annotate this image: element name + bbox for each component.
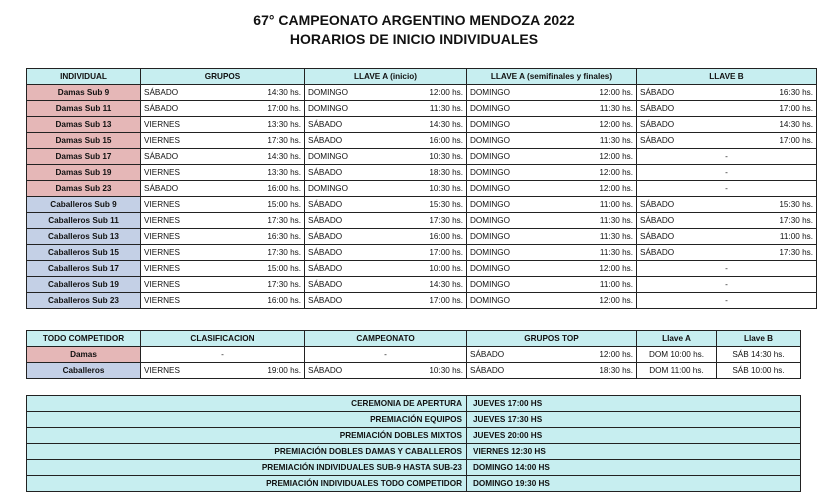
llave-b-cell-time: 16:30 hs. [779, 88, 813, 97]
clasificacion-cell-day: VIERNES [144, 366, 180, 375]
grupos-cell-time: 14:30 hs. [267, 88, 301, 97]
category-cell: Damas Sub 11 [27, 101, 141, 117]
page-title: 67° CAMPEONATO ARGENTINO MENDOZA 2022 [253, 12, 575, 28]
llave-a-inicio-cell [305, 101, 467, 117]
llave-b-cell-day: SÁBADO [640, 104, 675, 113]
llave-b-cell: SÁB 14:30 hs. [717, 347, 801, 363]
llave-a-inicio-cell-time: 12:00 hs. [429, 88, 463, 97]
grupos-cell-time: 16:30 hs. [267, 232, 301, 241]
llave-a-inicio-cell [305, 213, 467, 229]
table-row [27, 213, 817, 229]
llave-b-cell-time: 17:30 hs. [779, 248, 813, 257]
llave-a-inicio-cell-time: 15:30 hs. [429, 200, 463, 209]
category-cell: Caballeros Sub 17 [27, 261, 141, 277]
category-cell: Damas Sub 15 [27, 133, 141, 149]
llave-a-semis-cell [467, 85, 637, 101]
grupos-cell [141, 181, 305, 197]
category-cell: Damas Sub 9 [27, 85, 141, 101]
grupos-cell-day: SÁBADO [144, 184, 179, 193]
campeonato-cell [305, 363, 467, 379]
table-row [27, 85, 817, 101]
grupos-cell-time: 17:30 hs. [267, 248, 301, 257]
llave-a-inicio-cell-time: 17:00 hs. [429, 296, 463, 305]
ceremony-row [27, 396, 801, 412]
grupos-cell-time: 13:30 hs. [267, 120, 301, 129]
grupos-top-cell [467, 363, 637, 379]
grupos-cell-day: VIERNES [144, 168, 180, 177]
category-cell: Caballeros [27, 363, 141, 379]
column-header: GRUPOS [141, 69, 305, 85]
category-cell: Damas Sub 17 [27, 149, 141, 165]
grupos-cell-time: 17:30 hs. [267, 280, 301, 289]
ceremony-row [27, 444, 801, 460]
column-header: LLAVE A (inicio) [305, 69, 467, 85]
category-cell: Damas Sub 13 [27, 117, 141, 133]
llave-a-inicio-cell-day: DOMINGO [308, 152, 349, 161]
grupos-cell-time: 15:00 hs. [267, 200, 301, 209]
column-header: CAMPEONATO [305, 331, 467, 347]
llave-a-inicio-cell [305, 149, 467, 165]
table-row [27, 347, 801, 363]
llave-a-inicio-cell-day: SÁBADO [308, 248, 343, 257]
llave-a-semis-cell [467, 101, 637, 117]
column-header: CLASIFICACION [141, 331, 305, 347]
llave-a-semis-cell [467, 165, 637, 181]
llave-a-inicio-cell-day: DOMINGO [308, 184, 349, 193]
grupos-cell-day: VIERNES [144, 232, 180, 241]
grupos-cell-day: VIERNES [144, 120, 180, 129]
llave-a-inicio-cell [305, 181, 467, 197]
llave-b-cell-day: SÁBADO [640, 120, 675, 129]
campeonato-cell: - [305, 347, 467, 363]
llave-a-inicio-cell-day: SÁBADO [308, 168, 343, 177]
grupos-top-cell-time: 12:00 hs. [599, 350, 633, 359]
llave-a-inicio-cell-day: SÁBADO [308, 264, 343, 273]
grupos-cell [141, 133, 305, 149]
grupos-cell-time: 17:00 hs. [267, 104, 301, 113]
ceremony-label: PREMIACIÓN EQUIPOS [27, 412, 467, 428]
table-row [27, 245, 817, 261]
table-row [27, 197, 817, 213]
grupos-top-cell-time: 18:30 hs. [599, 366, 633, 375]
grupos-cell-day: SÁBADO [144, 152, 179, 161]
llave-b-cell-time: 11:00 hs. [779, 232, 813, 241]
grupos-cell [141, 197, 305, 213]
llave-a-semis-cell-time: 12:00 hs. [599, 120, 633, 129]
table-row [27, 293, 817, 309]
table-row [27, 261, 817, 277]
llave-a-semis-cell-time: 11:30 hs. [599, 216, 633, 225]
llave-a-inicio-cell-day: SÁBADO [308, 200, 343, 209]
campeonato-cell-time: 10:30 hs. [429, 366, 463, 375]
llave-a-semis-cell [467, 181, 637, 197]
llave-a-semis-cell-day: DOMINGO [470, 120, 511, 129]
llave-a-semis-cell-time: 11:00 hs. [599, 280, 633, 289]
llave-a-inicio-cell-time: 14:30 hs. [429, 120, 463, 129]
llave-a-semis-cell-day: DOMINGO [470, 184, 511, 193]
llave-a-inicio-cell [305, 245, 467, 261]
llave-a-inicio-cell-day: SÁBADO [308, 232, 343, 241]
grupos-cell-time: 15:00 hs. [267, 264, 301, 273]
category-cell: Caballeros Sub 15 [27, 245, 141, 261]
llave-a-inicio-cell-time: 18:30 hs. [429, 168, 463, 177]
llave-b-cell [637, 85, 817, 101]
llave-a-semis-cell-time: 12:00 hs. [599, 296, 633, 305]
grupos-cell [141, 149, 305, 165]
grupos-cell [141, 229, 305, 245]
todo-competidor-table [26, 330, 801, 385]
llave-a-inicio-cell-day: SÁBADO [308, 280, 343, 289]
llave-a-inicio-cell [305, 197, 467, 213]
table-row [27, 363, 801, 379]
llave-a-inicio-cell [305, 117, 467, 133]
llave-b-cell: - [637, 293, 817, 309]
ceremony-row [27, 428, 801, 444]
table-row [27, 165, 817, 181]
llave-b-cell [637, 133, 817, 149]
llave-a-inicio-cell [305, 133, 467, 149]
clasificacion-cell-time: 19:00 hs. [267, 366, 301, 375]
table-row [27, 133, 817, 149]
llave-a-semis-cell-day: DOMINGO [470, 248, 511, 257]
llave-b-cell [637, 117, 817, 133]
llave-a-semis-cell-day: DOMINGO [470, 200, 511, 209]
llave-b-cell: - [637, 261, 817, 277]
grupos-cell-day: SÁBADO [144, 104, 179, 113]
llave-a-cell: DOM 11:00 hs. [637, 363, 717, 379]
category-cell: Damas Sub 23 [27, 181, 141, 197]
llave-a-inicio-cell-day: DOMINGO [308, 104, 349, 113]
grupos-cell-day: SÁBADO [144, 88, 179, 97]
llave-a-inicio-cell [305, 293, 467, 309]
category-cell: Caballeros Sub 13 [27, 229, 141, 245]
grupos-top-cell-day: SÁBADO [470, 350, 505, 359]
llave-a-semis-cell-day: DOMINGO [470, 136, 511, 145]
llave-a-semis-cell-time: 12:00 hs. [599, 264, 633, 273]
grupos-cell-time: 16:00 hs. [267, 296, 301, 305]
grupos-cell-day: VIERNES [144, 248, 180, 257]
llave-a-inicio-cell [305, 85, 467, 101]
schedule-table [26, 68, 817, 309]
grupos-cell [141, 117, 305, 133]
ceremony-time: VIERNES 12:30 HS [467, 444, 801, 460]
llave-a-inicio-cell [305, 261, 467, 277]
llave-a-semis-cell-time: 12:00 hs. [599, 152, 633, 161]
category-cell: Damas Sub 19 [27, 165, 141, 181]
llave-a-semis-cell-time: 11:00 hs. [599, 200, 633, 209]
llave-a-inicio-cell-time: 17:00 hs. [429, 248, 463, 257]
table-row [27, 229, 817, 245]
grupos-cell [141, 293, 305, 309]
grupos-cell-day: VIERNES [144, 264, 180, 273]
ceremony-label: PREMIACIÓN DOBLES MIXTOS [27, 428, 467, 444]
llave-b-cell: - [637, 181, 817, 197]
llave-a-inicio-cell [305, 229, 467, 245]
llave-a-semis-cell-day: DOMINGO [470, 88, 511, 97]
grupos-cell-time: 16:00 hs. [267, 184, 301, 193]
column-header: Llave A [637, 331, 717, 347]
ceremony-label: PREMIACIÓN INDIVIDUALES TODO COMPETIDOR [27, 476, 467, 492]
ceremony-time: JUEVES 17:00 HS [467, 396, 801, 412]
llave-b-cell [637, 245, 817, 261]
llave-b-cell-time: 17:30 hs. [779, 216, 813, 225]
grupos-cell [141, 101, 305, 117]
ceremony-time: JUEVES 20:00 HS [467, 428, 801, 444]
llave-a-semis-cell-time: 11:30 hs. [599, 232, 633, 241]
llave-a-inicio-cell-day: SÁBADO [308, 120, 343, 129]
llave-b-cell-day: SÁBADO [640, 88, 675, 97]
ceremony-row [27, 412, 801, 428]
table-row [27, 117, 817, 133]
page-subtitle: HORARIOS DE INICIO INDIVIDUALES [289, 31, 539, 47]
llave-b-cell: - [637, 277, 817, 293]
grupos-cell-time: 14:30 hs. [267, 152, 301, 161]
llave-a-inicio-cell-day: SÁBADO [308, 296, 343, 305]
column-header: LLAVE B [637, 69, 817, 85]
llave-b-cell [637, 197, 817, 213]
llave-a-inicio-cell-time: 16:00 hs. [429, 232, 463, 241]
table-row [27, 149, 817, 165]
llave-a-inicio-cell-time: 10:00 hs. [429, 264, 463, 273]
category-cell: Caballeros Sub 11 [27, 213, 141, 229]
ceremony-label: CEREMONIA DE APERTURA [27, 396, 467, 412]
grupos-cell-time: 13:30 hs. [267, 168, 301, 177]
llave-b-cell-day: SÁBADO [640, 200, 675, 209]
llave-a-inicio-cell-time: 14:30 hs. [429, 280, 463, 289]
llave-a-inicio-cell-day: SÁBADO [308, 136, 343, 145]
llave-b-cell-day: SÁBADO [640, 232, 675, 241]
category-cell: Caballeros Sub 19 [27, 277, 141, 293]
llave-a-inicio-cell-day: DOMINGO [308, 88, 349, 97]
llave-a-semis-cell [467, 149, 637, 165]
llave-a-semis-cell [467, 229, 637, 245]
grupos-cell-day: VIERNES [144, 280, 180, 289]
llave-b-cell [637, 101, 817, 117]
grupos-cell [141, 165, 305, 181]
llave-a-inicio-cell-time: 10:30 hs. [429, 152, 463, 161]
llave-a-semis-cell [467, 277, 637, 293]
llave-a-semis-cell-day: DOMINGO [470, 264, 511, 273]
llave-a-semis-cell-day: DOMINGO [470, 232, 511, 241]
grupos-cell-day: VIERNES [144, 136, 180, 145]
ceremony-label: PREMIACIÓN INDIVIDUALES SUB-9 HASTA SUB-23 [27, 460, 467, 476]
llave-b-cell [637, 229, 817, 245]
category-cell: Caballeros Sub 9 [27, 197, 141, 213]
llave-b-cell-day: SÁBADO [640, 248, 675, 257]
grupos-cell-day: VIERNES [144, 296, 180, 305]
table-row [27, 181, 817, 197]
ceremony-time: JUEVES 17:30 HS [467, 412, 801, 428]
llave-b-cell: - [637, 165, 817, 181]
grupos-cell-time: 17:30 hs. [267, 136, 301, 145]
column-header: INDIVIDUAL [27, 69, 141, 85]
ceremony-label: PREMIACIÓN DOBLES DAMAS Y CABALLEROS [27, 444, 467, 460]
llave-b-cell-time: 14:30 hs. [779, 120, 813, 129]
column-header: GRUPOS TOP [467, 331, 637, 347]
ceremony-row [27, 476, 801, 492]
grupos-cell [141, 245, 305, 261]
llave-a-semis-cell [467, 133, 637, 149]
llave-a-semis-cell [467, 197, 637, 213]
llave-b-cell: SÁB 10:00 hs. [717, 363, 801, 379]
clasificacion-cell [141, 363, 305, 379]
ceremony-time: DOMINGO 19:30 HS [467, 476, 801, 492]
grupos-cell [141, 261, 305, 277]
llave-b-cell: - [637, 149, 817, 165]
grupos-top-cell [467, 347, 637, 363]
ceremony-row [27, 460, 801, 476]
grupos-top-cell-day: SÁBADO [470, 366, 505, 375]
table-row [27, 101, 817, 117]
llave-b-cell-time: 17:00 hs. [779, 104, 813, 113]
llave-a-inicio-cell-time: 17:30 hs. [429, 216, 463, 225]
llave-a-semis-cell-time: 12:00 hs. [599, 184, 633, 193]
llave-a-semis-cell [467, 293, 637, 309]
table-row [27, 277, 817, 293]
llave-a-inicio-cell [305, 277, 467, 293]
ceremony-time: DOMINGO 14:00 HS [467, 460, 801, 476]
llave-a-semis-cell [467, 261, 637, 277]
grupos-cell [141, 213, 305, 229]
llave-a-semis-cell-day: DOMINGO [470, 168, 511, 177]
campeonato-cell-day: SÁBADO [308, 366, 343, 375]
category-cell: Damas [27, 347, 141, 363]
llave-a-semis-cell [467, 245, 637, 261]
llave-a-semis-cell-day: DOMINGO [470, 104, 511, 113]
llave-a-semis-cell [467, 117, 637, 133]
llave-b-cell-time: 15:30 hs. [779, 200, 813, 209]
llave-a-semis-cell [467, 213, 637, 229]
llave-b-cell-day: SÁBADO [640, 136, 675, 145]
llave-a-inicio-cell-time: 11:30 hs. [429, 104, 463, 113]
llave-a-semis-cell-time: 11:30 hs. [599, 104, 633, 113]
llave-a-cell: DOM 10:00 hs. [637, 347, 717, 363]
llave-a-semis-cell-time: 11:30 hs. [599, 248, 633, 257]
column-header: Llave B [717, 331, 801, 347]
clasificacion-cell: - [141, 347, 305, 363]
column-header: TODO COMPETIDOR [27, 331, 141, 347]
llave-a-semis-cell-time: 12:00 hs. [599, 168, 633, 177]
ceremonies-table [26, 395, 801, 492]
llave-a-semis-cell-day: DOMINGO [470, 152, 511, 161]
grupos-cell-day: VIERNES [144, 216, 180, 225]
llave-a-semis-cell-time: 11:30 hs. [599, 136, 633, 145]
category-cell: Caballeros Sub 23 [27, 293, 141, 309]
llave-a-semis-cell-day: DOMINGO [470, 280, 511, 289]
llave-a-semis-cell-day: DOMINGO [470, 296, 511, 305]
grupos-cell [141, 277, 305, 293]
llave-a-inicio-cell-day: SÁBADO [308, 216, 343, 225]
grupos-cell-time: 17:30 hs. [267, 216, 301, 225]
grupos-cell-day: VIERNES [144, 200, 180, 209]
llave-b-cell-time: 17:00 hs. [779, 136, 813, 145]
llave-a-inicio-cell-time: 10:30 hs. [429, 184, 463, 193]
llave-b-cell [637, 213, 817, 229]
llave-a-inicio-cell [305, 165, 467, 181]
column-header: LLAVE A (semifinales y finales) [467, 69, 637, 85]
grupos-cell [141, 85, 305, 101]
llave-a-semis-cell-time: 12:00 hs. [599, 88, 633, 97]
llave-a-semis-cell-day: DOMINGO [470, 216, 511, 225]
llave-a-inicio-cell-time: 16:00 hs. [429, 136, 463, 145]
llave-b-cell-day: SÁBADO [640, 216, 675, 225]
